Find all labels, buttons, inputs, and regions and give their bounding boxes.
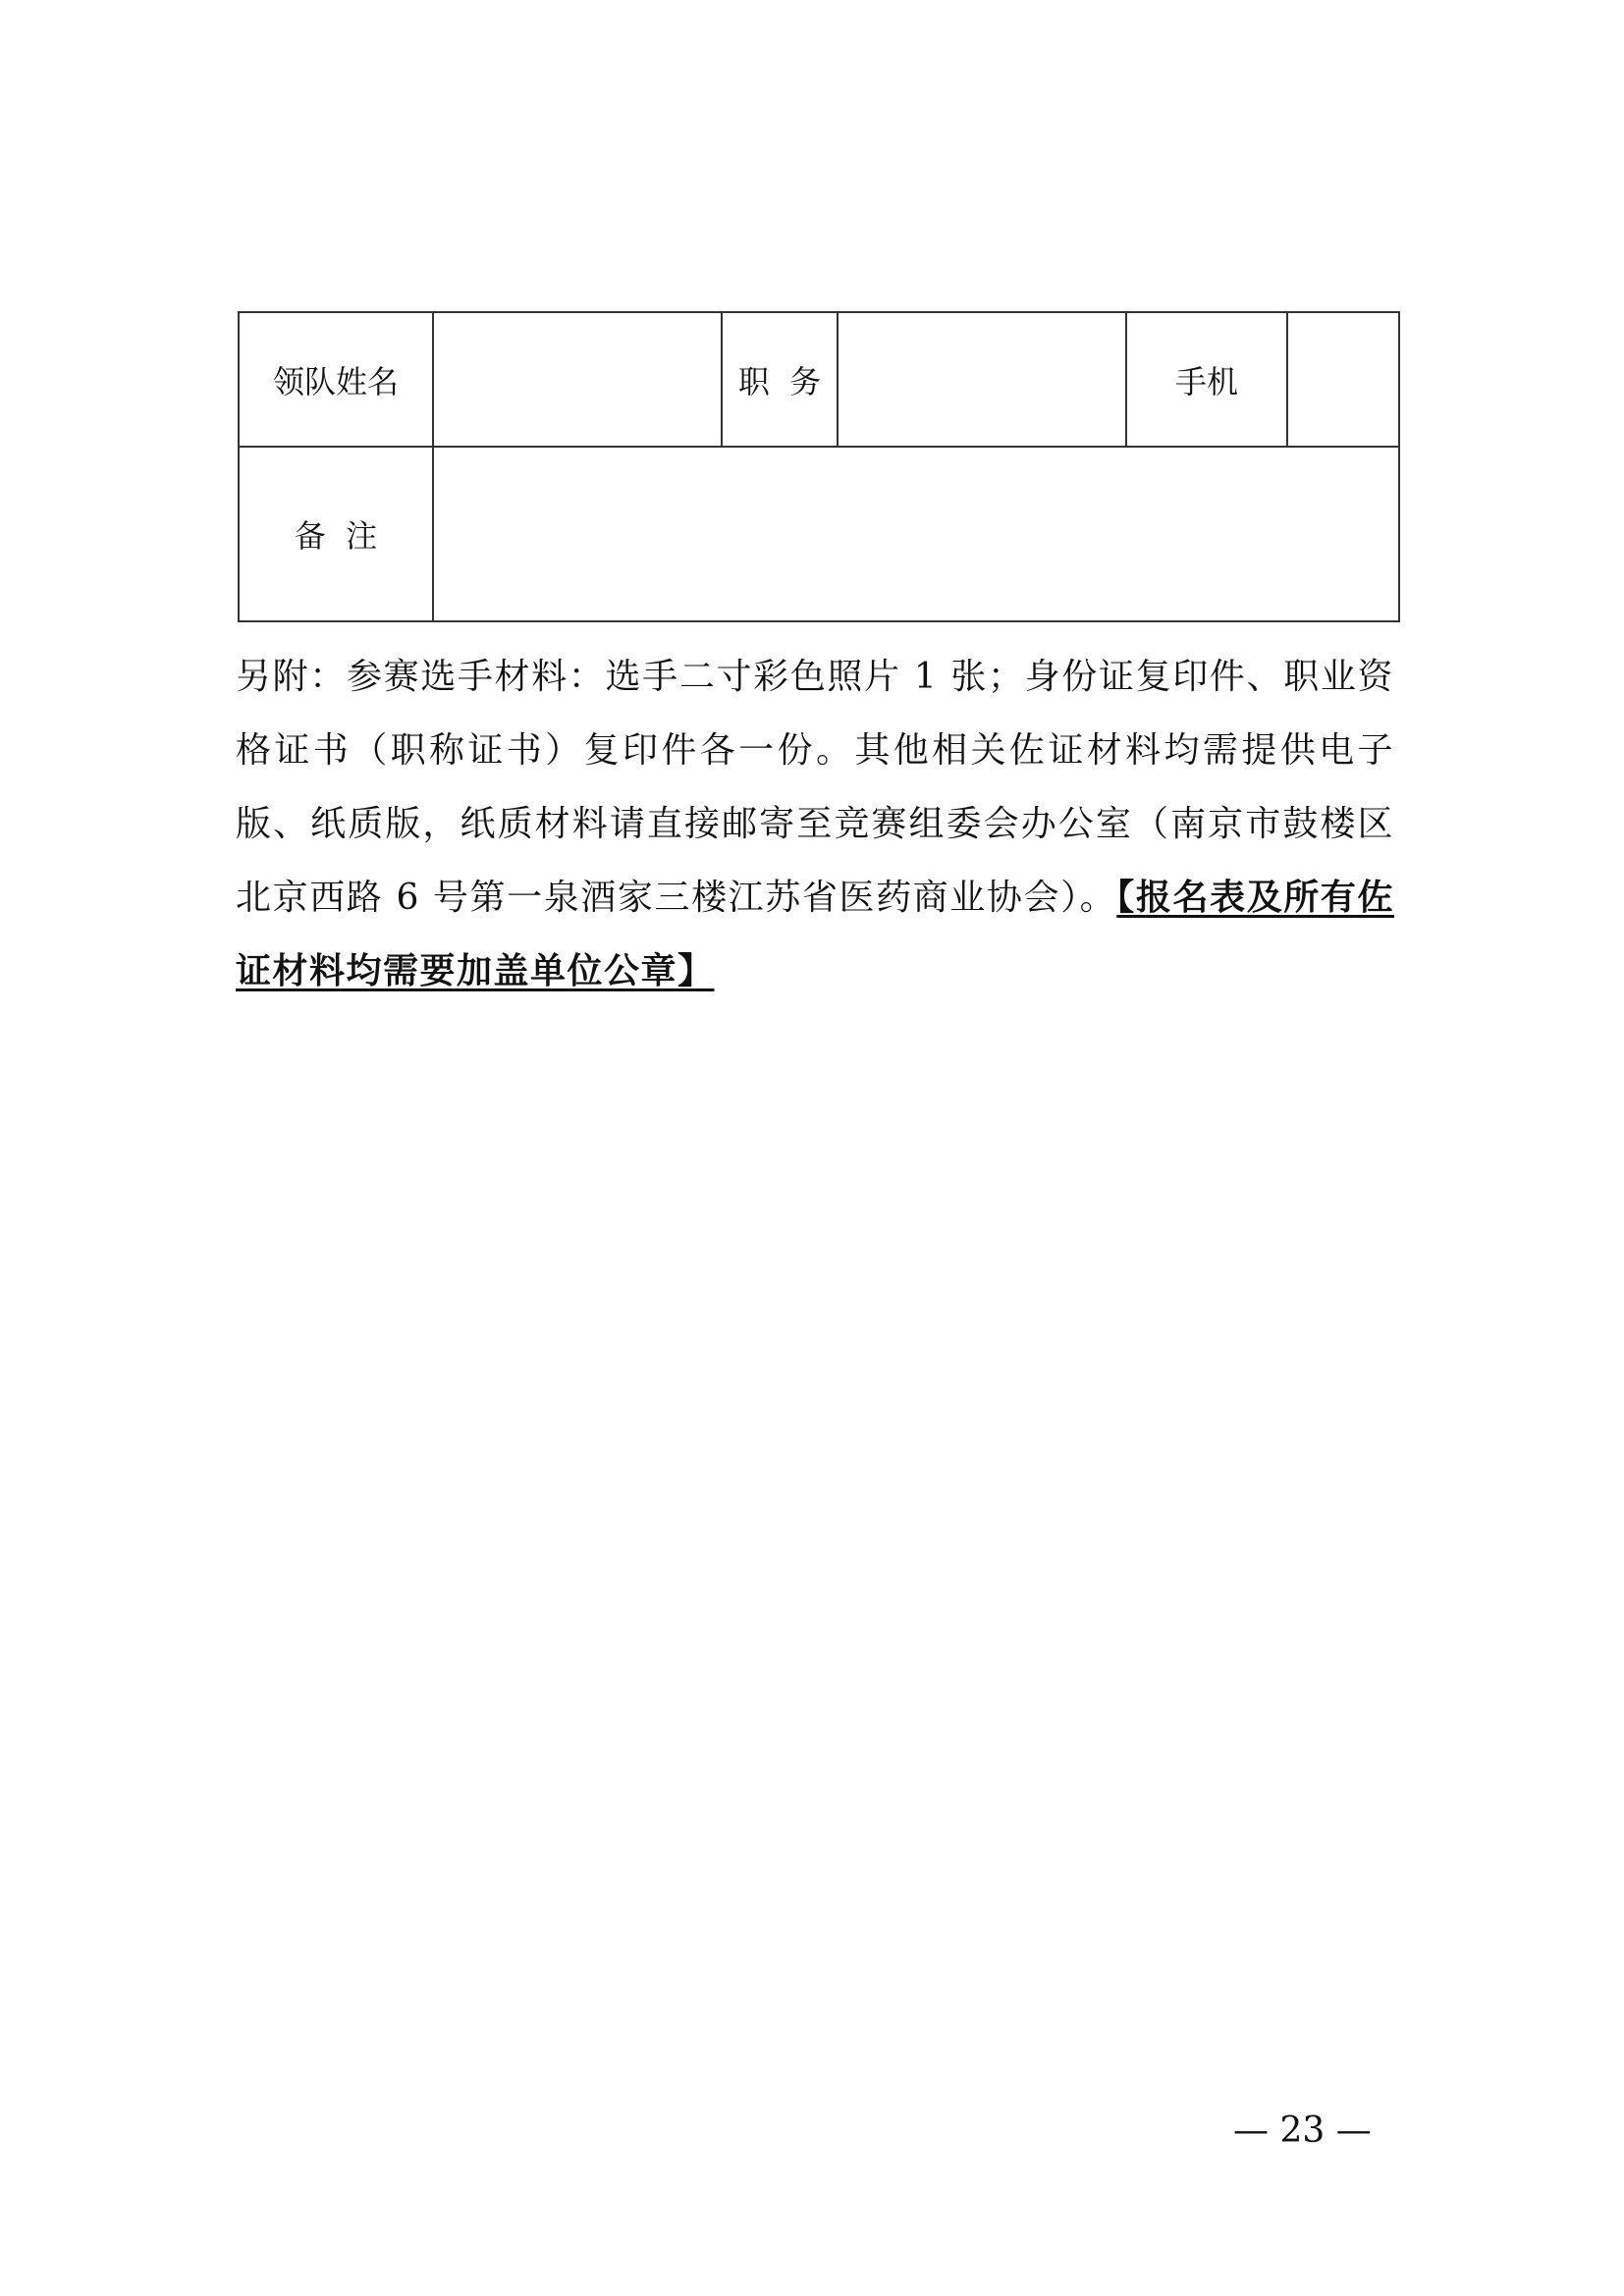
leader-name-label: 领队姓名 [239,312,433,447]
attachment-note-text: 另附：参赛选手材料：选手二寸彩色照片 1 张；身份证复印件、职业资格证书（职称证书）复印件各一份。其他相关佐证材料均需提供电子版、纸质版，纸质材料请直接邮寄至竞赛组委会办公室（南京市鼓楼区北京西路 6 号第一泉酒家三楼江苏省医药商业协会）。 [236,657,1394,918]
leader-row [239,312,1399,447]
leader-info-table [238,311,1400,622]
mobile-field[interactable] [1287,312,1399,447]
remarks-label: 备 注 [239,447,433,621]
position-label: 职 务 [722,312,838,447]
page-number: — 23 — [1233,2110,1372,2151]
leader-name-field[interactable] [433,312,722,447]
attachment-note [236,640,1394,1008]
remarks-field[interactable] [433,447,1399,621]
position-field[interactable] [838,312,1126,447]
official-seal-requirement: 【报名表及所有佐证材料均需要加盖单位公章】 [236,877,1394,991]
remarks-row [239,447,1399,621]
mobile-label: 手机 [1126,312,1287,447]
